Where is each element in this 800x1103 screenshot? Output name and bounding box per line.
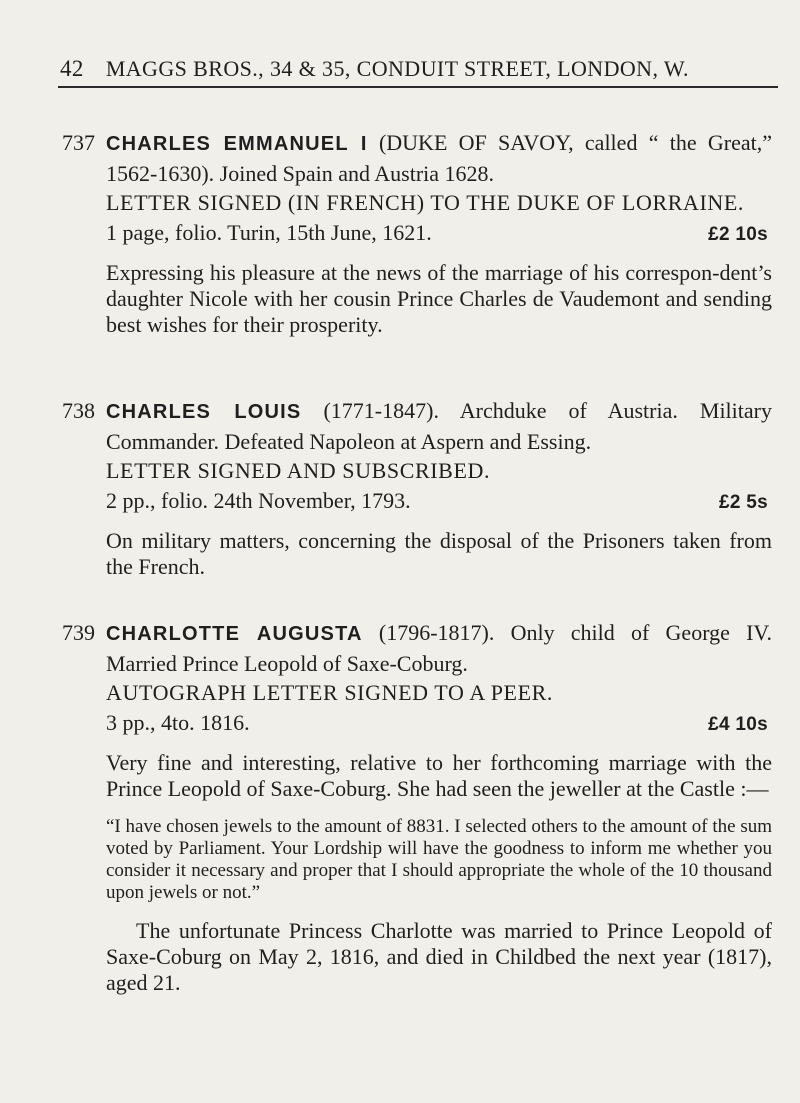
lot-number: 737 bbox=[62, 130, 95, 155]
item-details: 2 pp., folio. 24th November, 1793. bbox=[106, 488, 411, 513]
item-description: On military matters, concerning the disposal of the Prisoners taken from the French. bbox=[106, 528, 772, 579]
letter-quote: “I have chosen jewels to the amount of 8831. I selected others to the amount of the sum voted by Parliament. Your Lordship will have the goodness to inform me whether you consider it necessary and proper that I should appropriate the whole of the 10 thousand upon jewels or not.” bbox=[106, 816, 772, 903]
price: £2 10s bbox=[708, 224, 768, 245]
item-description: Very fine and interesting, relative to her forthcoming marriage with the Prince Leopold of Saxe-Coburg. She had seen the jeweller at the Castle :— bbox=[106, 750, 772, 801]
running-title: MAGGS BROS., 34 & 35, CONDUIT STREET, LONDON, W. bbox=[105, 56, 689, 81]
entry-name: CHARLOTTE AUGUSTA bbox=[106, 623, 363, 645]
lot-number: 739 bbox=[62, 620, 95, 645]
entry-lead bbox=[62, 128, 772, 188]
entry-intro: (1771-1847). Archduke of Austria. Military Commander. Defeated Napoleon at Aspern and Essing. bbox=[106, 398, 772, 454]
catalogue-entry-739 bbox=[62, 618, 772, 996]
item-details: 3 pp., 4to. 1816. bbox=[106, 710, 250, 735]
entry-lead bbox=[62, 618, 772, 678]
item-description: Expressing his pleasure at the news of the marriage of his correspon-dent’s daughter Nicole with her cousin Prince Charles de Vaudemont and sending best wishes for their prosperity. bbox=[106, 260, 772, 337]
running-header bbox=[60, 56, 770, 82]
catalogue-entry-738 bbox=[62, 396, 772, 580]
catalogue-entry-737 bbox=[62, 128, 772, 338]
detail-row bbox=[62, 708, 772, 740]
header-rule bbox=[58, 86, 778, 88]
price: £2 5s bbox=[718, 492, 768, 513]
entry-lead bbox=[62, 396, 772, 456]
detail-row bbox=[62, 218, 772, 250]
entry-intro: (DUKE OF SAVOY, called “ the Great,” 1562-1630). Joined Spain and Austria 1628. bbox=[106, 130, 773, 186]
historical-note: The unfortunate Princess Charlotte was married to Prince Leopold of Saxe-Coburg on May 2, 1816, and died in Childbed the next year (1817), aged 21. bbox=[106, 918, 772, 995]
item-type: LETTER SIGNED AND SUBSCRIBED. bbox=[106, 458, 491, 483]
entry-intro: (1796-1817). Only child of George IV. Married Prince Leopold of Saxe-Coburg. bbox=[106, 620, 772, 676]
entry-name: CHARLES LOUIS bbox=[106, 401, 302, 423]
price: £4 10s bbox=[708, 714, 768, 735]
item-type: LETTER SIGNED (IN FRENCH) TO THE DUKE OF LORRAINE. bbox=[106, 190, 745, 215]
item-details: 1 page, folio. Turin, 15th June, 1621. bbox=[106, 220, 432, 245]
page-number: 42 bbox=[60, 56, 84, 81]
entry-name: CHARLES EMMANUEL I bbox=[106, 133, 368, 155]
detail-row bbox=[62, 486, 772, 518]
item-type: AUTOGRAPH LETTER SIGNED TO A PEER. bbox=[106, 680, 553, 705]
lot-number: 738 bbox=[62, 398, 95, 423]
